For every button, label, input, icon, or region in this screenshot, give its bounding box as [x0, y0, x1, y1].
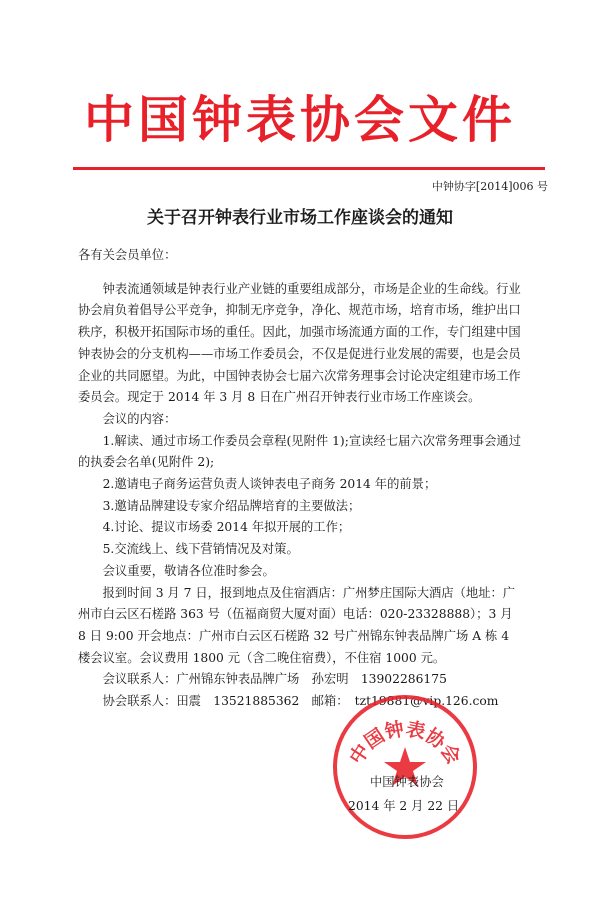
signature-date: 2014 年 2 月 22 日 — [348, 799, 460, 813]
seal-text: 中国钟表协会 — [345, 718, 465, 769]
agenda-item: 5.交流线上、线下营销情况及对策。 — [102, 542, 299, 557]
agenda-item: 2.邀请电子商务运营负责人谈钟表电子商务 2014 年的前景； — [102, 477, 437, 492]
notice-title: 关于召开钟表行业市场工作座谈会的通知 — [147, 208, 453, 228]
document-number: 中钟协字[2014]006 号 — [431, 180, 548, 193]
registration-paragraph: 报到时间 3 月 7 日，报到地点及住宿酒店：广州梦庄国际大酒店（地址：广州市白云区石槎路 363 号（伍福商贸大厦对面）电话：020-23328888）；3 月 8 日 9:00 开会地点：广州市白云区石槎路 32 号广州锦东钟表品牌广场 A 栋 4 楼会议室。会议费用 1800 元（含二晚住宿费），不住宿 1000 元。 — [78, 585, 516, 665]
salutation: 各有关会员单位： — [78, 248, 177, 262]
intro-paragraph: 钟表流通领域是钟表行业产业链的重要组成部分，市场是企业的生命线。行业协会肩负着倡导公平竞争，抑制无序竞争，净化、规范市场，培育市场，维护出口秩序，积极开拓国际市场的重任。因此，加强市场流通方面的工作，专门组建中国钟表协会的分支机构——市场工作委员会，不仅是促进行业发展的需要，也是会员企业的共同愿望。为此，中国钟表协会七届六次常务理事会讨论决定组建市场工作委员会。现定于 2014 年 3 月 8 日在广州召开钟表行业市场工作座谈会。 — [78, 281, 521, 405]
header-red-rule — [73, 167, 545, 170]
agenda-item: 4.讨论、提议市场委 2014 年拟开展的工作； — [102, 520, 351, 535]
association-contact: 协会联系人：田震 13521885362 邮箱： tzt19881@vip.126.com — [102, 694, 499, 709]
agenda-heading: 会议的内容： — [102, 411, 177, 426]
meeting-contact: 会议联系人：广州锦东钟表品牌广场 孙宏明 13902286175 — [102, 672, 447, 687]
document-body — [78, 245, 524, 713]
agenda-item: 1.解读、通过市场工作委员会章程(见附件 1);宣读经七届六次常务理事会通过的执委会名单(见附件 2); — [78, 433, 522, 470]
signature-organization: 中国钟表协会 — [370, 775, 444, 789]
official-seal-stamp — [330, 692, 480, 842]
attendance-note: 会议重要，敬请各位准时参会。 — [102, 563, 275, 578]
document-header-title: 中国钟表协会文件 — [84, 91, 516, 149]
agenda-item: 3.邀请品牌建设专家介绍品牌培育的主要做法； — [102, 498, 361, 513]
